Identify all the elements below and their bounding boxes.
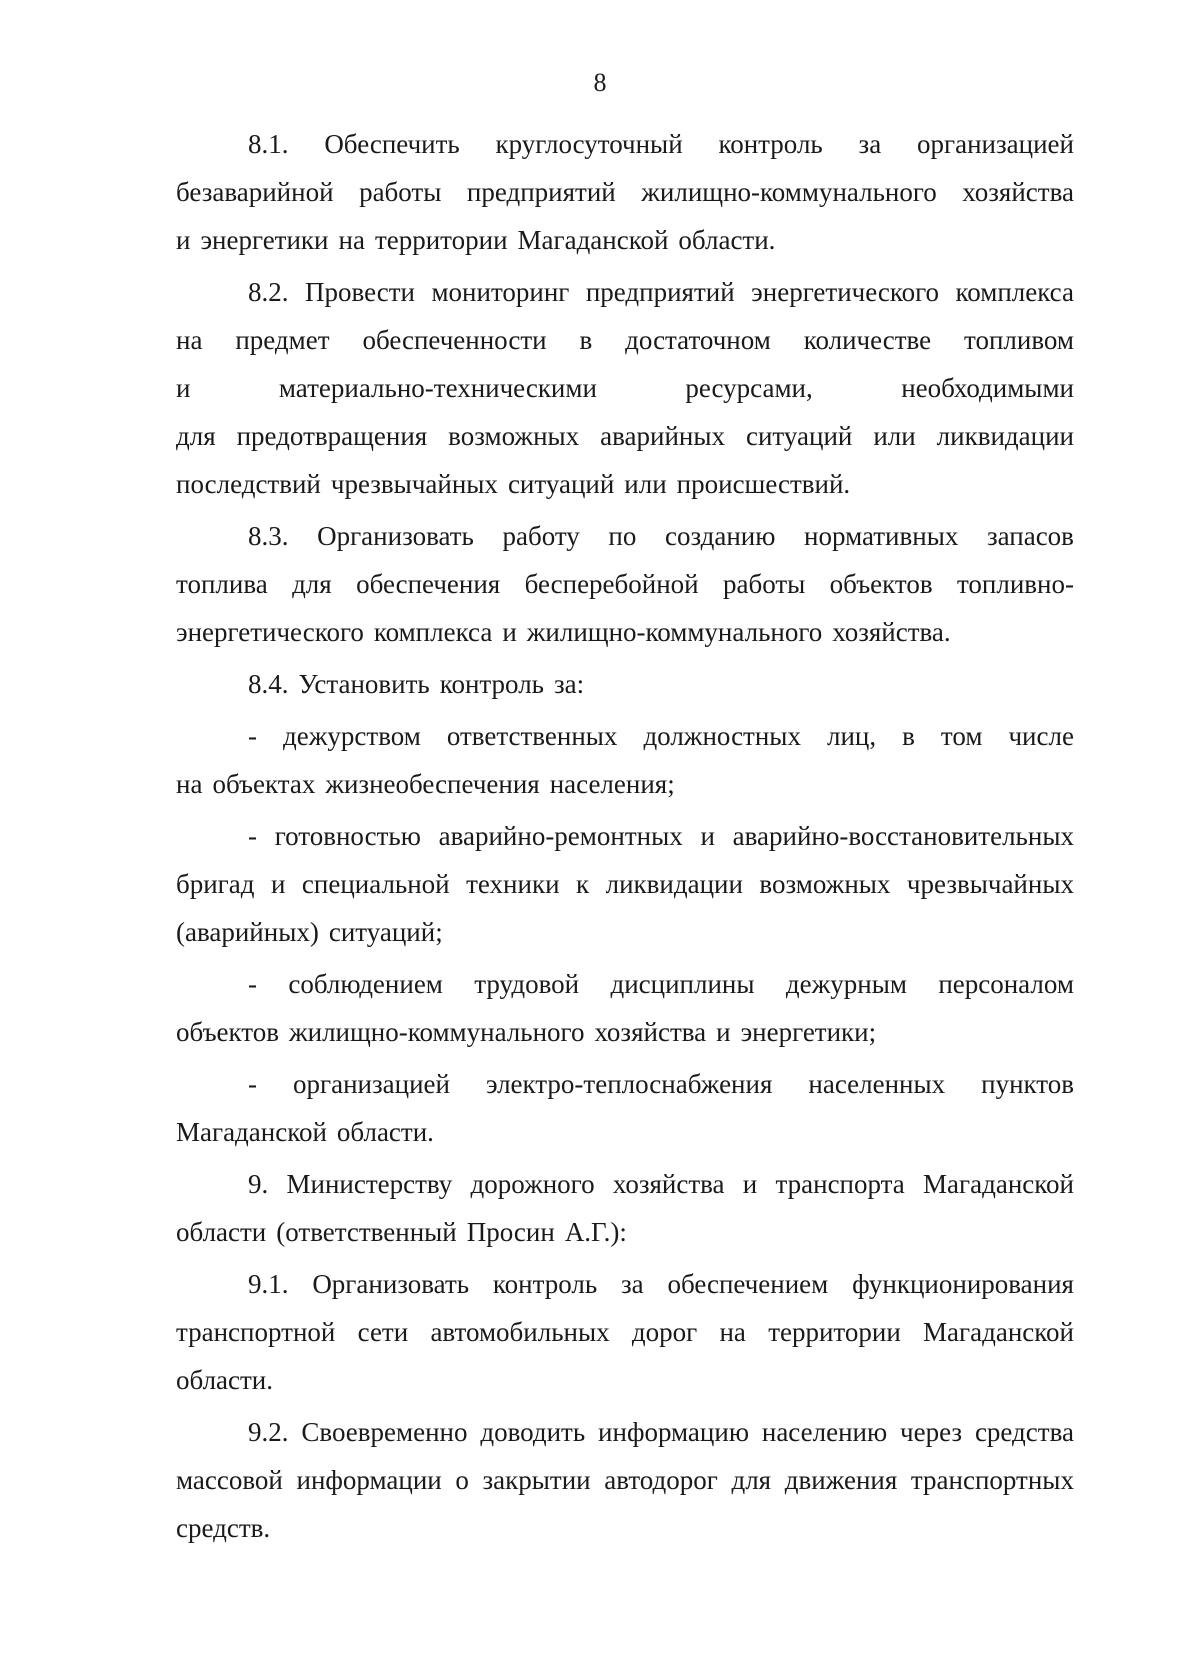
word: (аварийных)	[176, 917, 319, 947]
word: средств.	[176, 1513, 271, 1543]
word: и	[742, 1169, 758, 1199]
word: созданию	[664, 521, 776, 551]
word: через	[900, 1417, 963, 1447]
word: энергетики;	[740, 1017, 877, 1047]
text-line	[176, 316, 1074, 364]
word: к	[576, 869, 590, 899]
word: Провести	[304, 277, 415, 307]
word: количестве	[803, 325, 932, 355]
word: Обеспечить	[324, 129, 460, 159]
word: дежурством	[283, 721, 421, 751]
text-line	[176, 1108, 1074, 1156]
paragraph-p84a	[176, 712, 1074, 808]
word: за	[858, 129, 882, 159]
text-line	[176, 216, 1074, 264]
word: 8.4.	[248, 669, 289, 699]
paragraph-p83	[176, 512, 1074, 656]
word: предприятий	[585, 277, 735, 307]
word: том	[940, 721, 983, 751]
word: Своевременно	[301, 1417, 468, 1447]
word: топливом	[964, 325, 1074, 355]
word: 8.2.	[248, 277, 289, 307]
word: техники	[466, 869, 560, 899]
text-line	[176, 168, 1074, 216]
word: запасов	[986, 521, 1074, 551]
word: транспорта	[775, 1169, 905, 1199]
paragraph-p91	[176, 1260, 1074, 1404]
word: ответственных	[446, 721, 618, 751]
word: комплекса	[373, 617, 493, 647]
word: достаточном	[625, 325, 771, 355]
word: 9.1.	[248, 1269, 289, 1299]
text-line	[176, 712, 1074, 760]
word: по	[608, 521, 637, 551]
word: персоналом	[938, 969, 1074, 999]
word: для	[731, 1465, 772, 1495]
word: или	[624, 469, 667, 499]
word: -	[248, 821, 257, 851]
word: хозяйства	[612, 1169, 725, 1199]
word: бесперебойной	[524, 569, 699, 599]
word: и	[716, 1017, 731, 1047]
word: последствий	[176, 469, 321, 499]
word: пунктов	[981, 1069, 1074, 1099]
word: информацию	[598, 1417, 749, 1447]
word: работы	[722, 569, 806, 599]
word: функционирования	[852, 1269, 1074, 1299]
text-line	[176, 1208, 1074, 1256]
paragraph-p81	[176, 120, 1074, 264]
word: энергетического	[751, 277, 940, 307]
text-line	[176, 660, 1074, 708]
word: информации	[296, 1465, 442, 1495]
text-line	[176, 1308, 1074, 1356]
word: 8.1.	[248, 129, 289, 159]
word: специальной	[301, 869, 450, 899]
word: -	[248, 721, 257, 751]
word: населения;	[549, 769, 675, 799]
word: движения	[784, 1465, 898, 1495]
word: обеспечения	[356, 569, 501, 599]
word: числе	[1008, 721, 1074, 751]
word: области.	[336, 1117, 434, 1147]
word: мониторинг	[431, 277, 570, 307]
word: организацией	[293, 1069, 450, 1099]
word: в	[902, 721, 915, 751]
word: Магаданской	[517, 225, 669, 255]
word: 8.3.	[248, 521, 289, 551]
word: хозяйства.	[832, 617, 951, 647]
word: материально-техническими	[278, 373, 597, 403]
word: чрезвычайных	[330, 469, 498, 499]
word: А.Г.):	[564, 1217, 627, 1247]
word: аварийно-восстановительных	[732, 821, 1074, 851]
word: предотвращения	[236, 421, 428, 451]
text-line	[176, 812, 1074, 860]
paragraph-p84c	[176, 960, 1074, 1056]
word: круглосуточный	[495, 129, 683, 159]
text-line	[176, 1060, 1074, 1108]
text-line	[176, 120, 1074, 168]
paragraph-p84	[176, 660, 1074, 708]
word: транспортных	[910, 1465, 1074, 1495]
word: на	[176, 769, 203, 799]
word: работы	[359, 177, 442, 207]
word: комплекса	[955, 277, 1074, 307]
word: лиц,	[826, 721, 877, 751]
word: дежурным	[785, 969, 907, 999]
word: на	[338, 225, 365, 255]
word: сети	[357, 1317, 409, 1347]
word: автомобильных	[430, 1317, 610, 1347]
word: объектов	[829, 569, 933, 599]
word: объектах	[212, 769, 316, 799]
word: энергетики	[200, 225, 329, 255]
word: обеспечением	[667, 1269, 829, 1299]
text-line	[176, 268, 1074, 316]
word: и	[176, 373, 191, 403]
text-line	[176, 1408, 1074, 1456]
word: предприятий	[466, 177, 616, 207]
word: Магаданской	[176, 1117, 327, 1147]
word: жилищно-коммунального	[641, 177, 937, 207]
paragraph-p9	[176, 1160, 1074, 1256]
word: за	[620, 1269, 644, 1299]
word: ликвидации	[936, 421, 1074, 451]
word: возможных	[448, 421, 580, 451]
word: аварийных	[600, 421, 726, 451]
text-line	[176, 1160, 1074, 1208]
word: на	[719, 1317, 746, 1347]
word: о	[455, 1465, 469, 1495]
text-line	[176, 1008, 1074, 1056]
word: области.	[678, 225, 776, 255]
word: транспортной	[176, 1317, 336, 1347]
text-line	[176, 1356, 1074, 1404]
word: и	[176, 225, 191, 255]
text-line	[176, 1456, 1074, 1504]
word: населению	[761, 1417, 888, 1447]
word: средства	[974, 1417, 1074, 1447]
text-line	[176, 1504, 1074, 1552]
text-line	[176, 460, 1074, 508]
word: хозяйства	[962, 177, 1074, 207]
word: для	[176, 421, 216, 451]
word: предмет	[235, 325, 330, 355]
word: и	[502, 617, 517, 647]
word: за:	[554, 669, 585, 699]
word: дорожного	[470, 1169, 595, 1199]
word: Магаданской	[923, 1169, 1074, 1199]
word: территории	[374, 225, 508, 255]
word: для	[292, 569, 332, 599]
word: возможных	[759, 869, 891, 899]
word: трудовой	[474, 969, 580, 999]
word: топливно-	[956, 569, 1074, 599]
paragraph-p82	[176, 268, 1074, 508]
word: чрезвычайных	[906, 869, 1074, 899]
word: или	[873, 421, 916, 451]
word: области.	[176, 1365, 274, 1395]
word: на	[176, 325, 203, 355]
paragraph-p84d	[176, 1060, 1074, 1156]
word: жизнеобеспечения	[325, 769, 540, 799]
word: населенных	[808, 1069, 946, 1099]
word: аварийно-ремонтных	[438, 821, 683, 851]
word: (ответственный	[276, 1217, 457, 1247]
word: доводить	[480, 1417, 586, 1447]
word: и	[700, 821, 715, 851]
word: объектов	[176, 1017, 279, 1047]
word: ресурсами,	[685, 373, 813, 403]
word: дисциплины	[610, 969, 755, 999]
word: дорог	[631, 1317, 698, 1347]
word: территории	[768, 1317, 901, 1347]
text-line	[176, 860, 1074, 908]
word: работу	[502, 521, 580, 551]
word: ситуаций	[745, 421, 853, 451]
text-line	[176, 512, 1074, 560]
paragraph-p84b	[176, 812, 1074, 956]
word: Просин	[466, 1217, 555, 1247]
text-line	[176, 608, 1074, 656]
word: и	[270, 869, 286, 899]
text-line	[176, 560, 1074, 608]
text-line	[176, 960, 1074, 1008]
word: жилищно-коммунального	[526, 617, 823, 647]
word: контроль	[492, 1269, 598, 1299]
word: жилищно-коммунального	[288, 1017, 585, 1047]
word: контроль	[718, 129, 823, 159]
word: готовностью	[274, 821, 421, 851]
word: контроль	[439, 669, 544, 699]
word: происшествий.	[676, 469, 851, 499]
text-line	[176, 412, 1074, 460]
document-body	[176, 120, 1074, 1552]
word: нормативных	[804, 521, 959, 551]
word: Министерству	[286, 1169, 453, 1199]
word: ситуаций	[507, 469, 615, 499]
word: хозяйства	[594, 1017, 707, 1047]
word: в	[579, 325, 593, 355]
text-line	[176, 908, 1074, 956]
word: организацией	[917, 129, 1074, 159]
text-line	[176, 364, 1074, 412]
word: соблюдением	[288, 969, 443, 999]
word: -	[248, 969, 257, 999]
word: ситуаций;	[328, 917, 443, 947]
word: -	[248, 1069, 257, 1099]
text-line	[176, 1260, 1074, 1308]
text-line	[176, 760, 1074, 808]
word: области	[176, 1217, 267, 1247]
paragraph-p92	[176, 1408, 1074, 1552]
word: ликвидации	[605, 869, 743, 899]
word: необходимыми	[901, 373, 1074, 403]
word: автодорог	[604, 1465, 718, 1495]
word: Организовать	[312, 1269, 470, 1299]
page-number: 8	[593, 68, 607, 97]
word: закрытии	[482, 1465, 591, 1495]
word: Организовать	[317, 521, 474, 551]
word: 9.	[248, 1169, 269, 1199]
word: массовой	[176, 1465, 283, 1495]
word: бригад	[176, 869, 255, 899]
word: безаварийной	[176, 177, 334, 207]
word: Магаданской	[923, 1317, 1074, 1347]
word: должностных	[643, 721, 801, 751]
word: обеспеченности	[362, 325, 547, 355]
word: 9.2.	[248, 1417, 289, 1447]
word: топлива	[176, 569, 268, 599]
word: электро-теплоснабжения	[485, 1069, 773, 1099]
word: Установить	[298, 669, 430, 699]
word: энергетического	[176, 617, 364, 647]
